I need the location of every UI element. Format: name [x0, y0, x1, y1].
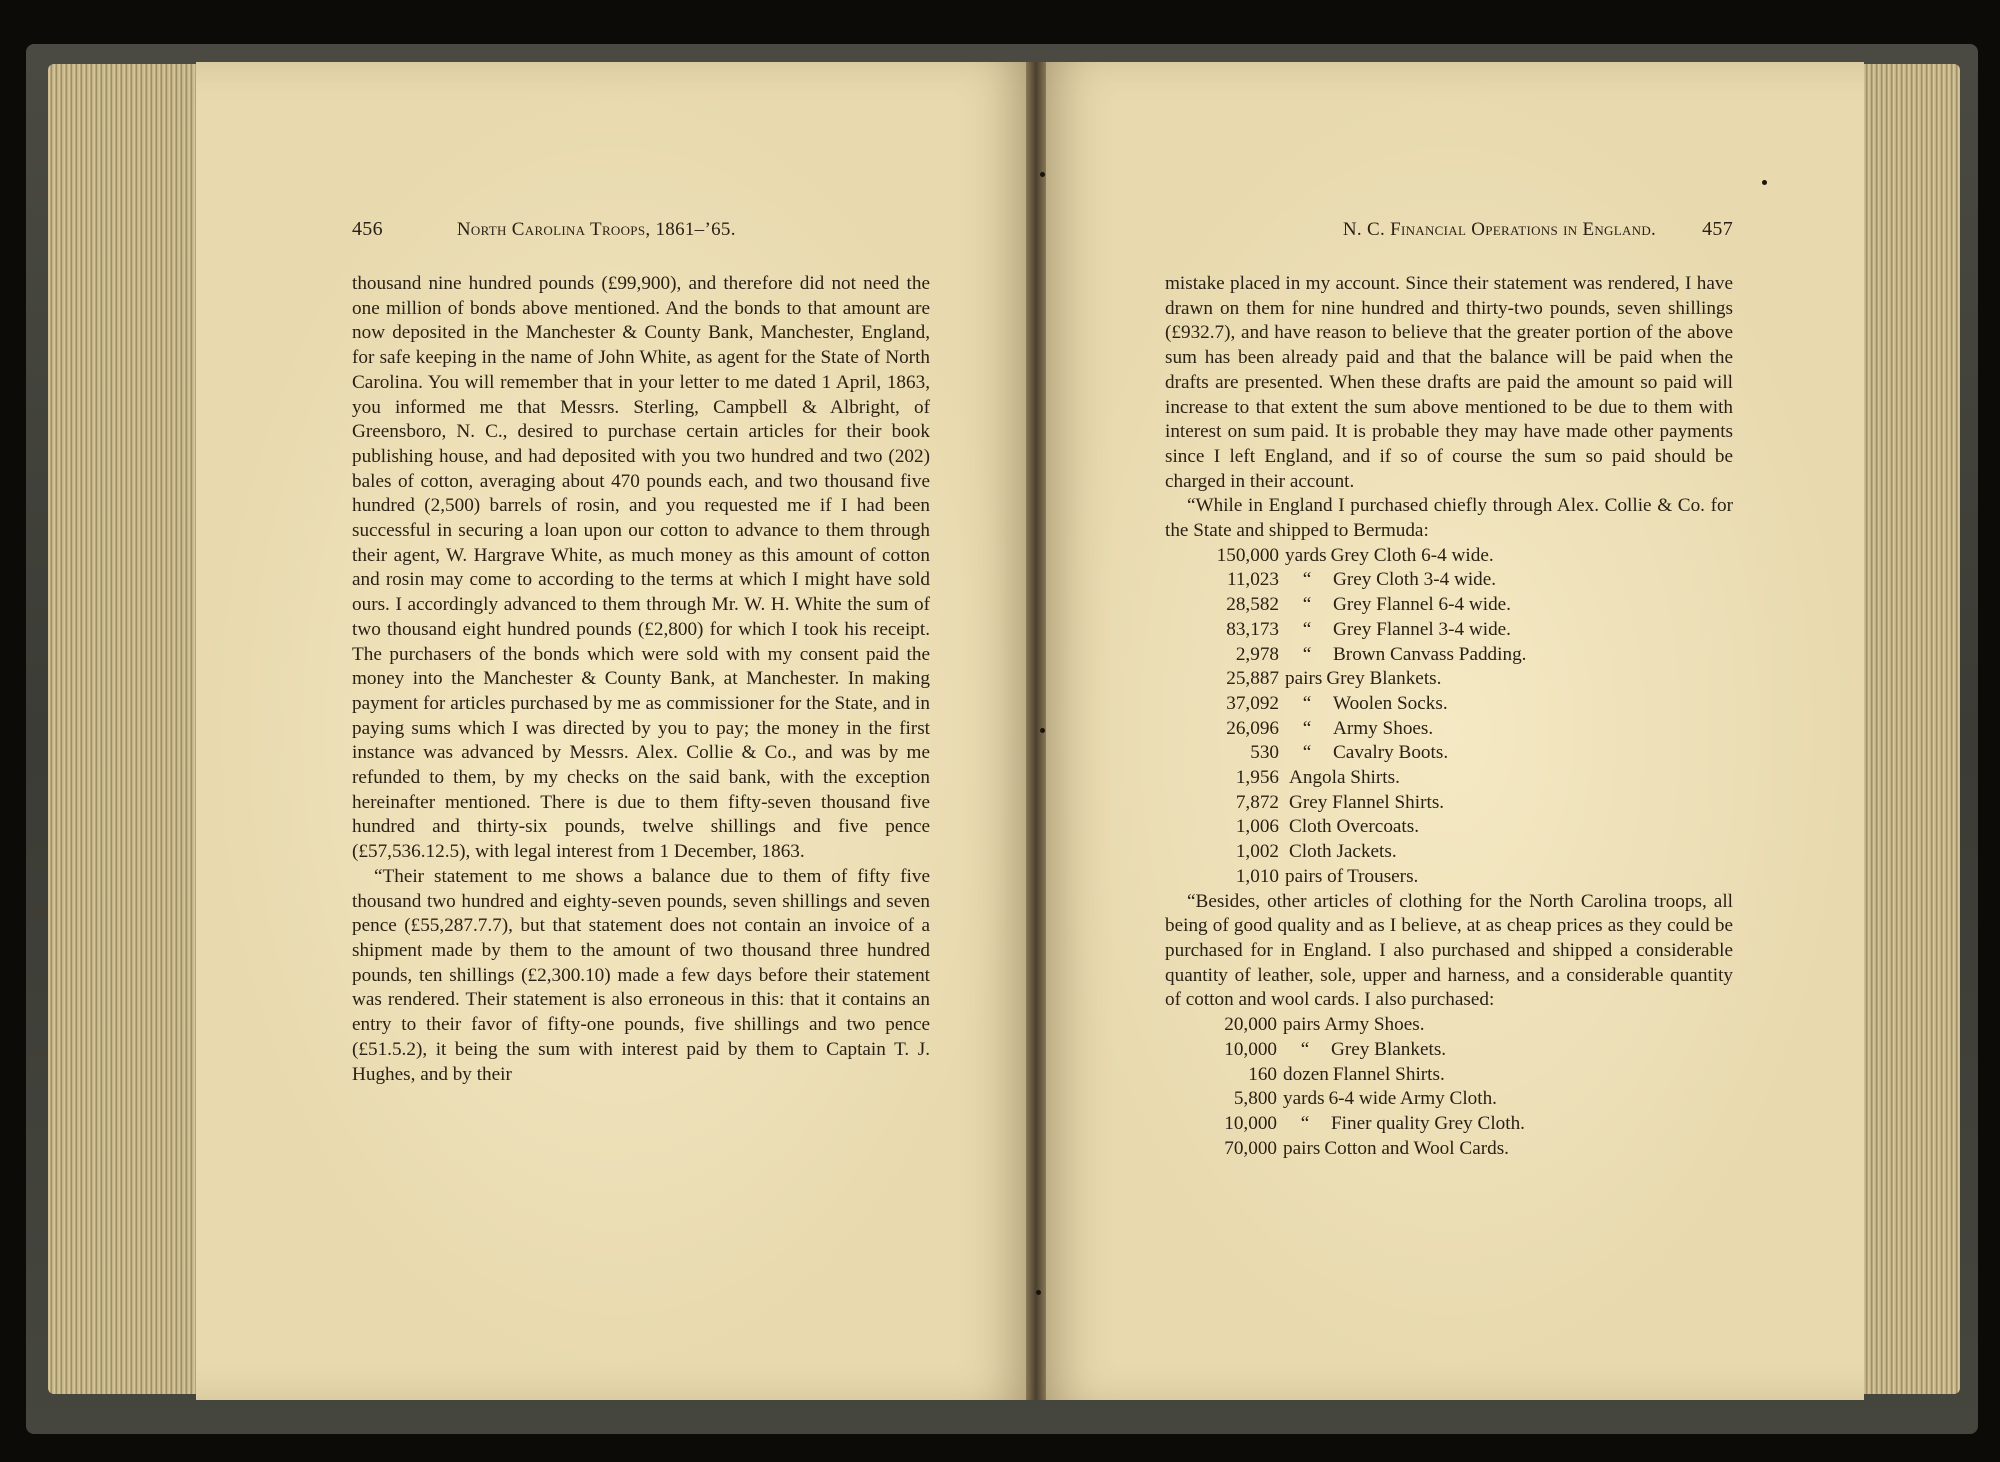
ledger-row: [1165, 1038, 1733, 1063]
ledger-item: Trousers.: [1347, 865, 1419, 887]
page-speck: [1040, 728, 1045, 733]
ledger-quantity: 1,956: [1235, 767, 1279, 789]
ledger-row: [1165, 544, 1733, 569]
left-paragraph-2: “Their statement to me shows a balance due to them of fifty five thousand two hundred and eighty-seven pounds, seven shillings and seven pence (£55,287.7.7), but that statement does not contain an invoice of a shipment made by them to the amount of two thousand three hundred pounds, ten shillings (£2,300.10) made a few days before their statement was rendered. Their statement is also erroneous in this: that it contains an entry to their favor of fifty-one pounds, five shillings and two pence (£51.5.2), it being the sum with interest paid by them to Captain T. J. Hughes, and by their: [352, 865, 930, 1085]
left-paragraph-1: thousand nine hundred pounds (£99,900), and therefore did not need the one million of bonds above mentioned. And the bonds to that amount are now deposited in the Manchester & County Bank, Manchester, England, for safe keeping in the name of John White, as agent for the State of North Carolina. You will remember that in your letter to me dated 1 April, 1863, you informed me that Messrs. Sterling, Campbell & Albright, of Greensboro, N. C., desired to purchase certain articles for their book publishing house, and had deposited with you two hundred and two (202) bales of cotton, averaging about 470 pounds each, and two thousand five hundred (2,500) barrels of rosin, and you requested me if I had been successful in securing a loan upon our cotton to advance to them through their agent, W. Hargrave White, as much money as this amount of cotton and rosin may come to according to the terms at which I might have sold ours. I accordingly advanced to them through Mr. W. H. White the sum of two thousand eight hundred pounds (£2,800) for which I took his receipt. The purchasers of the bonds which were sold with my consent paid the money into the Manchester & County Bank, at Manchester. In making payment for articles purchased by me as commissioner for the State, and in paying sums which I was directed by you to pay; the money in the first instance was advanced by Messrs. Alex. Collie & Co., and was by me refunded to them, by my checks on the said bank, with the exception hereinafter mentioned. There is due to them fifty-seven thousand five hundred and thirty-six pounds, twelve shillings and five pence (£57,536.12.5), with legal interest from 1 December, 1863.: [352, 273, 930, 863]
ledger-item: Grey Cloth 6-4 wide.: [1330, 544, 1494, 566]
left-running-head: [352, 218, 930, 248]
ledger-item: Army Shoes.: [1333, 717, 1434, 739]
ledger-row: [1165, 741, 1733, 766]
ledger-item: Cloth Jackets.: [1289, 841, 1397, 863]
ledger-unit: “: [1302, 618, 1312, 640]
ledger-row: [1165, 865, 1733, 890]
ledger-unit: “: [1302, 742, 1312, 764]
ledger-quantity: 530: [1250, 742, 1279, 764]
ledger-item: Grey Flannel 6-4 wide.: [1333, 594, 1511, 616]
ledger-quantity: 37,092: [1226, 692, 1279, 714]
page-speck: [1036, 1290, 1041, 1295]
ledger-item: Cotton and Wool Cards.: [1324, 1137, 1509, 1159]
ledger-row: [1165, 1063, 1733, 1088]
page-speck: [1762, 180, 1767, 185]
right-head-title: N. C. Financial Operations in England.: [1342, 219, 1657, 240]
ledger-quantity: 150,000: [1216, 544, 1279, 566]
ledger-quantity: 26,096: [1226, 717, 1279, 739]
ledger-unit: pairs: [1285, 668, 1323, 690]
ledger-unit: “: [1300, 1112, 1310, 1134]
ledger-item: Grey Blankets.: [1326, 668, 1442, 690]
ledger-row: [1165, 717, 1733, 742]
ledger-unit: pairs: [1283, 1014, 1321, 1036]
page-edges-left: [48, 64, 198, 1394]
right-paragraph-1: mistake placed in my account. Since their statement was rendered, I have drawn on them for nine hundred and thirty-two pounds, seven shillings (£932.7), and have reason to believe that the greater portion of the above sum has been already paid and that the balance will be paid when the drafts are presented. When these drafts are paid the amount so paid will increase to that extent the sum above mentioned to be due to them with interest on sum paid. It is probable they may have made other payments since I left England, and if so of course the sum so paid should be charged in their account.: [1165, 273, 1733, 492]
ledger-unit: pairs: [1283, 1137, 1321, 1159]
ledger-item: Grey Flannel 3-4 wide.: [1333, 618, 1511, 640]
ledger-row: [1165, 1087, 1733, 1112]
ledger-item: 6-4 wide Army Cloth.: [1328, 1088, 1497, 1110]
ledger-quantity: 28,582: [1226, 594, 1279, 616]
ledger-row: [1165, 1112, 1733, 1137]
ledger-unit: dozen: [1283, 1063, 1329, 1085]
right-paragraph-2: “While in England I purchased chiefly through Alex. Collie & Co. for the State and shipped to Bermuda:: [1165, 495, 1733, 542]
ledger-item: Finer quality Grey Cloth.: [1331, 1112, 1525, 1134]
page-edges-right: [1860, 64, 1960, 1394]
ledger-quantity: 70,000: [1224, 1137, 1277, 1159]
ledger-item: Cavalry Boots.: [1333, 742, 1449, 764]
ledger-row: [1165, 692, 1733, 717]
ledger-row: [1165, 667, 1733, 692]
ledger-row: [1165, 815, 1733, 840]
ledger-quantity: 1,006: [1235, 816, 1279, 838]
ledger-row: [1165, 643, 1733, 668]
ledger-unit: “: [1300, 1038, 1310, 1060]
ledger-item: Grey Flannel Shirts.: [1289, 791, 1445, 813]
ledger-unit: “: [1302, 569, 1312, 591]
ledger-quantity: 2,978: [1235, 643, 1279, 665]
ledger-row: [1165, 840, 1733, 865]
ledger-unit: “: [1302, 692, 1312, 714]
ledger-row: [1165, 1137, 1733, 1162]
ledger-quantity: 10,000: [1224, 1038, 1277, 1060]
left-text-column: [352, 272, 930, 1087]
purchases-list: [1165, 544, 1733, 890]
ledger-item: Army Shoes.: [1324, 1014, 1425, 1036]
ledger-item: Flannel Shirts.: [1332, 1063, 1445, 1085]
ledger-row: [1165, 618, 1733, 643]
page-speck: [1040, 172, 1045, 177]
ledger-unit: “: [1302, 594, 1312, 616]
ledger-row: [1165, 593, 1733, 618]
ledger-row: [1165, 1013, 1733, 1038]
ledger-quantity: 160: [1248, 1063, 1277, 1085]
ledger-row: [1165, 791, 1733, 816]
ledger-unit: yards: [1283, 1088, 1325, 1110]
ledger-item: Brown Canvass Padding.: [1333, 643, 1527, 665]
ledger-quantity: 83,173: [1226, 618, 1279, 640]
right-running-head: [1165, 218, 1733, 248]
ledger-quantity: 1,002: [1235, 841, 1279, 863]
ledger-unit: “: [1302, 643, 1312, 665]
left-head-title: North Carolina Troops, 1861–’65.: [456, 219, 736, 240]
right-paragraph-3: “Besides, other articles of clothing for the North Carolina troops, all being of good quality and as I believe, at as cheap prices as they could be purchased for in England. I also purchased and shipped a considerable quantity of leather, sole, upper and harness, and a considerable quantity of cotton and wool cards. I also purchased:: [1165, 890, 1733, 1011]
ledger-unit: pairs of: [1285, 865, 1344, 887]
also-purchased-list: [1165, 1013, 1733, 1161]
ledger-quantity: 1,010: [1235, 865, 1279, 887]
ledger-row: [1165, 766, 1733, 791]
ledger-item: Cloth Overcoats.: [1289, 816, 1420, 838]
ledger-quantity: 10,000: [1224, 1112, 1277, 1134]
ledger-quantity: 25,887: [1226, 668, 1279, 690]
ledger-item: Grey Blankets.: [1331, 1038, 1447, 1060]
left-page-number: 456: [352, 218, 383, 240]
ledger-item: Grey Cloth 3-4 wide.: [1333, 569, 1497, 591]
ledger-row: [1165, 568, 1733, 593]
ledger-quantity: 5,800: [1233, 1088, 1277, 1110]
ledger-quantity: 7,872: [1235, 791, 1279, 813]
right-text-column: [1165, 272, 1733, 1161]
ledger-quantity: 20,000: [1224, 1014, 1277, 1036]
ledger-item: Angola Shirts.: [1289, 767, 1400, 789]
ledger-quantity: 11,023: [1226, 569, 1279, 591]
right-page-number: 457: [1702, 218, 1733, 240]
ledger-item: Woolen Socks.: [1333, 692, 1448, 714]
ledger-unit: “: [1302, 717, 1312, 739]
ledger-unit: yards: [1285, 544, 1327, 566]
